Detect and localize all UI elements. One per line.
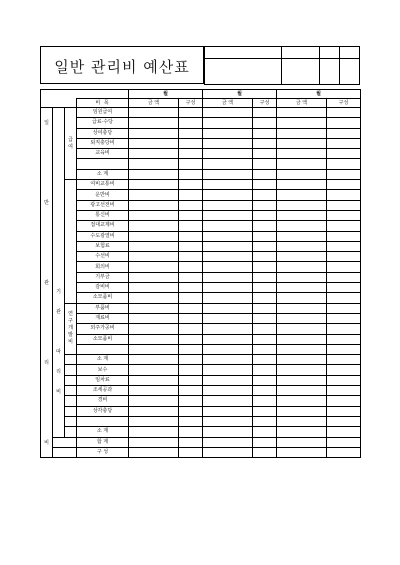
item-header: 비 목 [77, 99, 129, 108]
table-row [41, 355, 361, 365]
total-label: 합 계 [77, 437, 129, 447]
item-label: 임차료 [77, 375, 129, 385]
table-row [41, 334, 361, 344]
item-label: 임원급여 [77, 108, 129, 118]
table-row [41, 344, 361, 354]
table-row [41, 272, 361, 282]
item-label: 수선비 [77, 252, 129, 262]
table-row [41, 241, 361, 251]
page-title: 일반 관리비 예산표 [54, 58, 190, 76]
table-row [41, 138, 361, 148]
item-label: 퇴직충당비 [77, 138, 129, 148]
column-header-row [41, 99, 361, 108]
subtotal-label: 소 계 [77, 355, 129, 365]
item-label: 광고선전비 [77, 200, 129, 210]
item-label: 재료비 [77, 313, 129, 323]
table-row [41, 128, 361, 138]
amount-header-3: 금 액 [277, 99, 327, 108]
month-3-label: 월 [277, 90, 361, 99]
item-label: 경비 [77, 396, 129, 406]
table-row [41, 200, 361, 210]
table-row [41, 293, 361, 303]
section-expense-label: 기 관 따 리 비 [56, 289, 61, 396]
table-row [41, 427, 361, 437]
month-1-label: 월 [129, 90, 203, 99]
table-row [41, 159, 361, 169]
section-wage [65, 108, 77, 180]
table-row [41, 210, 361, 220]
item-label: 소모품비 [77, 293, 129, 303]
table-row [41, 283, 361, 293]
item-label: 보험료 [77, 241, 129, 251]
table-row [41, 221, 361, 231]
month-2-label: 월 [203, 90, 277, 99]
item-label: 급료·수당 [77, 118, 129, 128]
title-box [40, 46, 204, 84]
table-row [41, 108, 361, 118]
item-label: 운반비 [77, 190, 129, 200]
table-row [41, 324, 361, 334]
table-row [41, 149, 361, 159]
table-row [41, 437, 361, 447]
table-row [41, 416, 361, 426]
table-row [41, 262, 361, 272]
table-row [41, 447, 361, 457]
table-row [41, 396, 361, 406]
item-label: 소모품비 [77, 334, 129, 344]
item-label: 기부금 [77, 272, 129, 282]
table-row [41, 252, 361, 262]
section-research [65, 303, 77, 354]
table-row [41, 313, 361, 323]
table-row [41, 303, 361, 313]
subtotal-label: 소 계 [77, 169, 129, 179]
section-general-admin [41, 108, 53, 458]
table-row [41, 365, 361, 375]
table-row [41, 375, 361, 385]
section-expense-outer [53, 108, 65, 438]
budget-table [40, 89, 361, 458]
item-label: 외주가공비 [77, 324, 129, 334]
table-row [41, 180, 361, 190]
item-label: 수도광열비 [77, 231, 129, 241]
section-general-admin-label: 일 반 관 리 비 [44, 119, 49, 446]
section-research-label: 연 구 개 발 비 [68, 311, 73, 346]
item-label: 상여충당 [77, 128, 129, 138]
item-label: 교육비 [77, 149, 129, 159]
ratio-header-2: 구성 [253, 99, 277, 108]
table-row [41, 386, 361, 396]
table-row [41, 231, 361, 241]
subtotal-label: 소 계 [77, 427, 129, 437]
amount-header-2: 금 액 [203, 99, 253, 108]
composition-label: 구 성 [77, 447, 129, 457]
table-row [41, 190, 361, 200]
item-label: 접대교제비 [77, 221, 129, 231]
amount-header-1: 금 액 [129, 99, 179, 108]
item-label: 부품비 [77, 303, 129, 313]
approval-box [204, 46, 360, 85]
section-wage-label: 급 여 [68, 136, 73, 150]
item-label: 감비비 [77, 283, 129, 293]
item-label: 상각충당 [77, 406, 129, 416]
item-label: 회의비 [77, 262, 129, 272]
item-label: 여비교통비 [77, 180, 129, 190]
ratio-header-1: 구성 [179, 99, 203, 108]
item-label: 조세공과 [77, 386, 129, 396]
table-row [41, 406, 361, 416]
ratio-header-3: 구성 [327, 99, 361, 108]
month-header-row [41, 90, 361, 99]
item-label: 보수 [77, 365, 129, 375]
table-row [41, 118, 361, 128]
table-row [41, 169, 361, 179]
item-label: 통신비 [77, 210, 129, 220]
